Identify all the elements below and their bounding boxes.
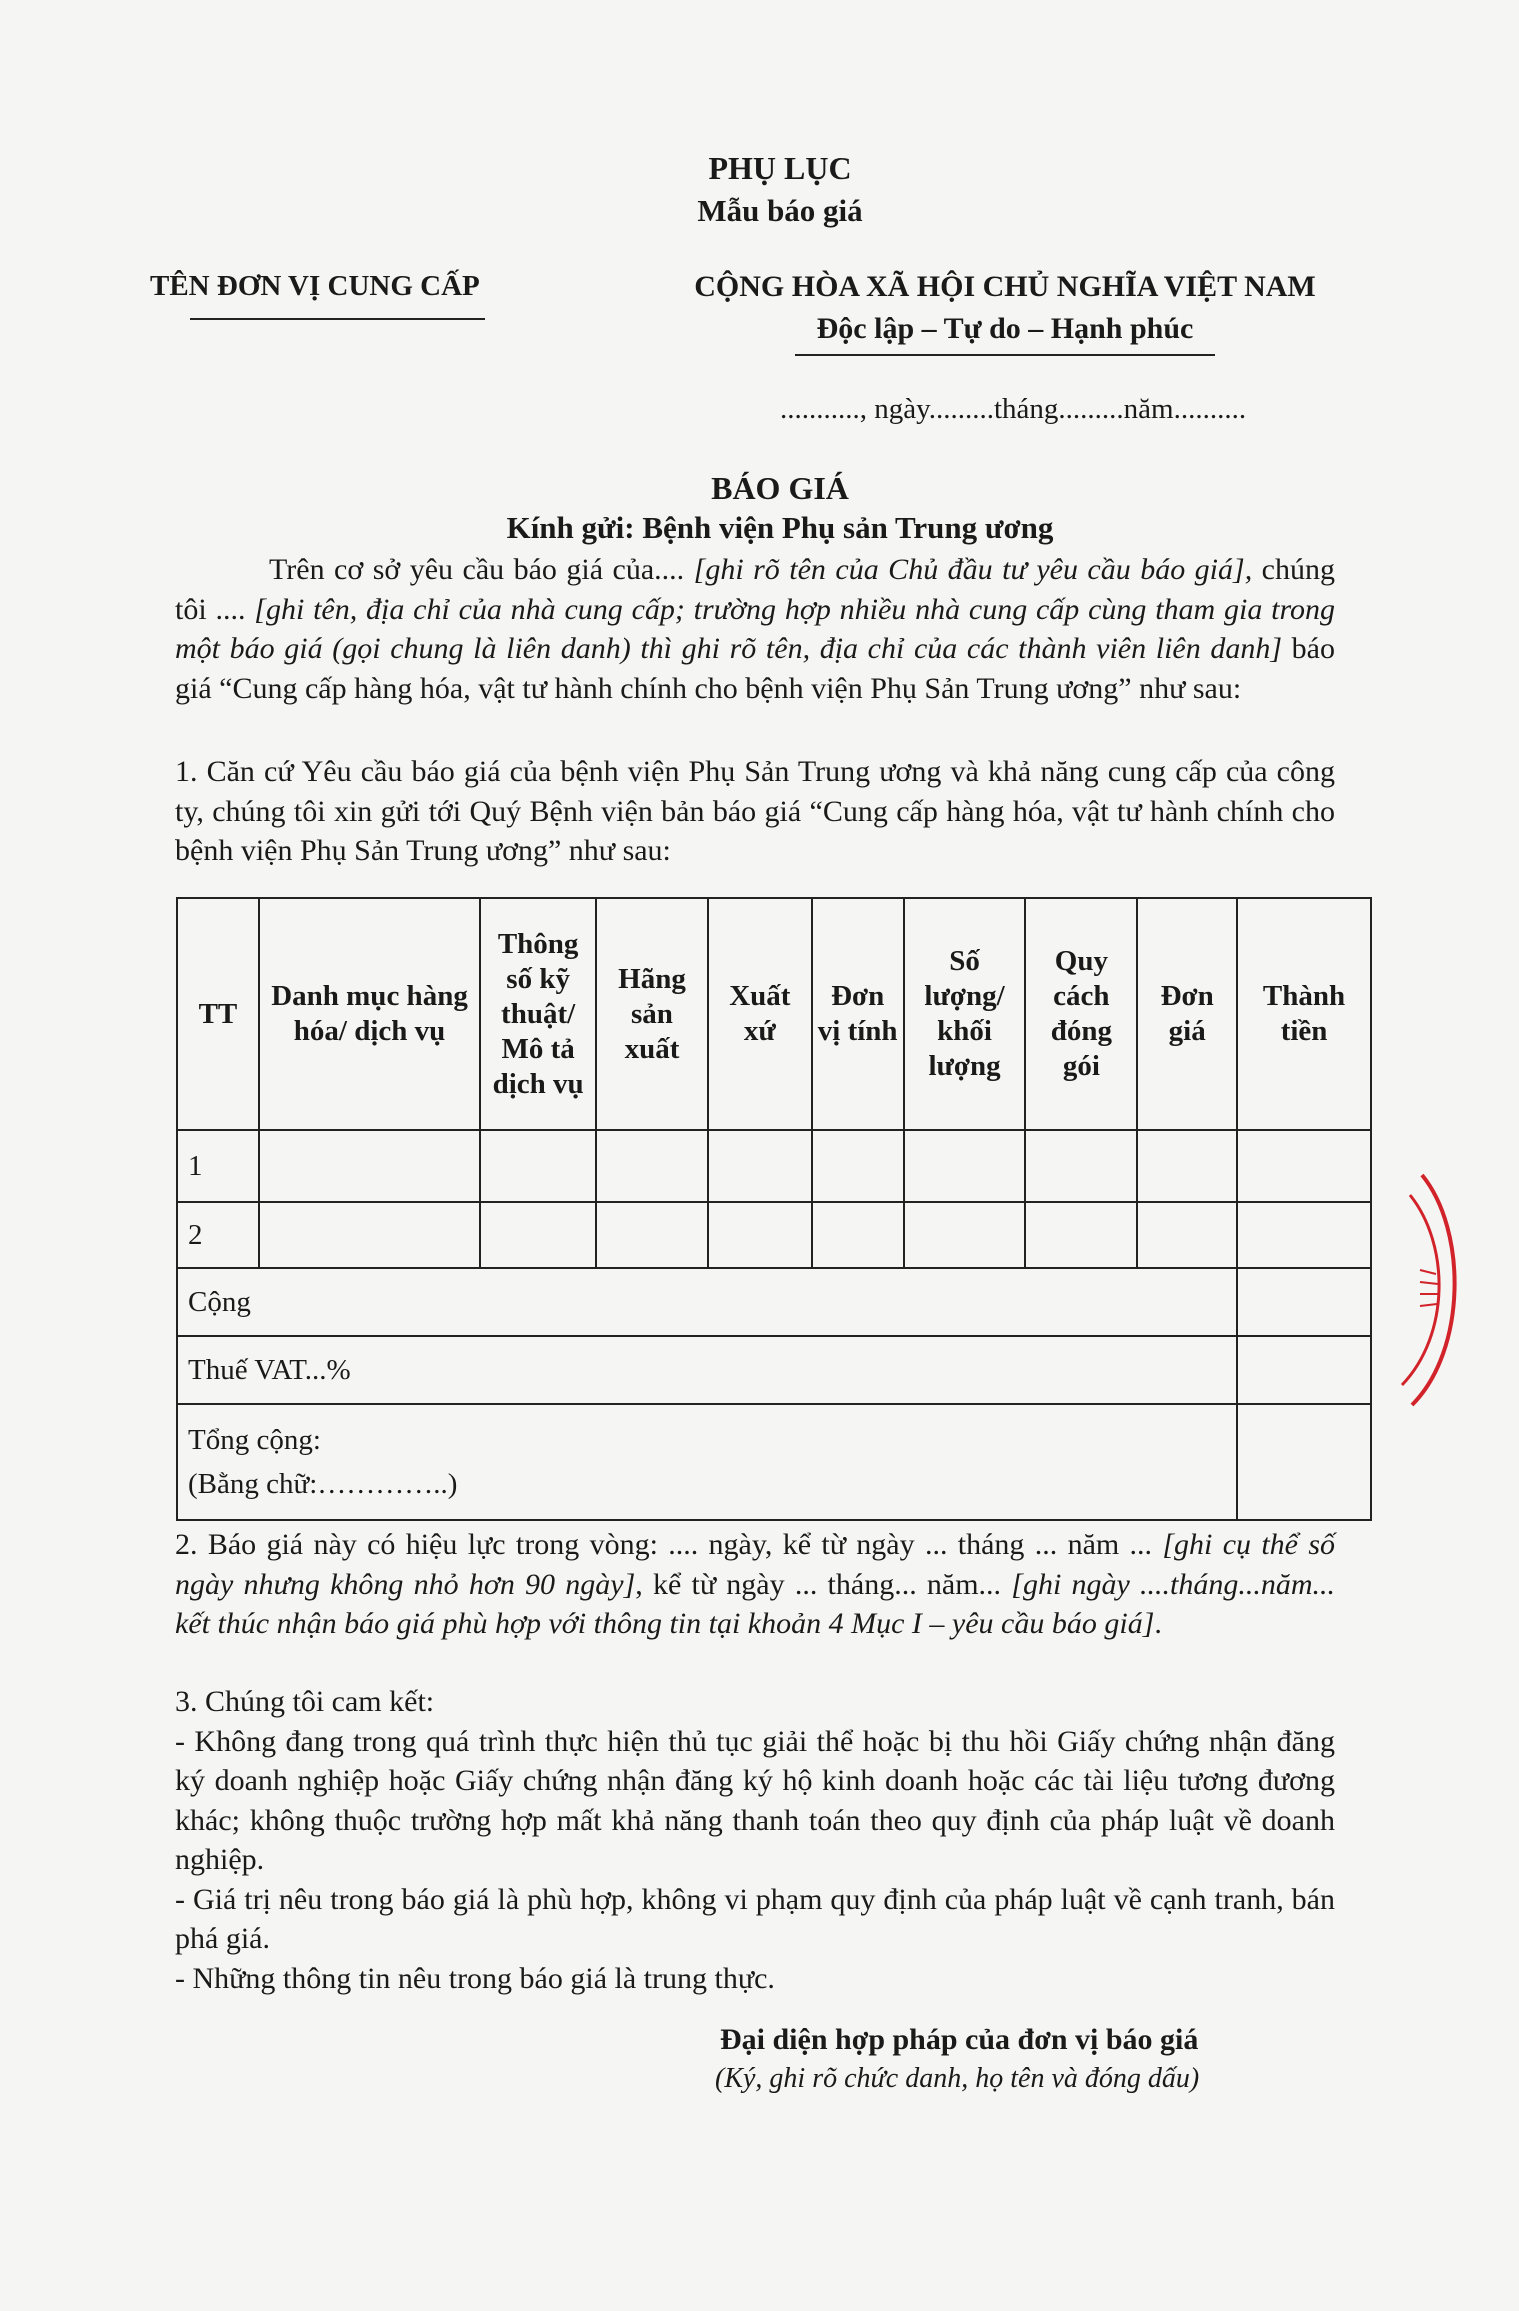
validity-placeholder-2: [ghi ngày ....tháng...năm... kết thúc nhận báo giá phù hợp với thông tin tại khoản 4 Mục I – yêu cầu báo giá] <box>175 1567 1336 1640</box>
header-item: Danh mục hàng hóa/ dịch vụ <box>259 898 480 1130</box>
vat-value <box>1237 1336 1371 1404</box>
cell-item <box>259 1202 480 1268</box>
cell-spec <box>480 1130 596 1202</box>
quote-table <box>176 897 1372 1521</box>
intro-text-1: Trên cơ sở yêu cầu báo giá của.... <box>269 553 694 586</box>
supplier-name: TÊN ĐƠN VỊ CUNG CẤP <box>150 270 480 302</box>
commitment-3: - Những thông tin nêu trong báo giá là trung thực. <box>175 1961 775 1995</box>
grand-total-label: Tổng cộng: <box>188 1424 321 1456</box>
header-tt: TT <box>177 898 259 1130</box>
signer-note: (Ký, ghi rõ chức danh, họ tên và đóng dấu) <box>715 2063 1200 2094</box>
cell-maker <box>596 1130 708 1202</box>
motto-underline <box>795 354 1215 356</box>
cell-origin <box>708 1202 812 1268</box>
cell-maker <box>596 1202 708 1268</box>
cell-spec <box>480 1202 596 1268</box>
document-title: BÁO GIÁ <box>711 470 849 506</box>
validity-text-1: 2. Báo giá này có hiệu lực trong vòng: .... ngày, kể từ ngày ... tháng ... năm ... <box>175 1528 1163 1561</box>
intro-text-2: chúng tôi .... <box>175 553 1335 626</box>
cell-origin <box>708 1130 812 1202</box>
supplier-underline <box>190 318 485 320</box>
header-spec: Thông số kỹ thuật/ Mô tả dịch vụ <box>480 898 596 1130</box>
sum-label: Cộng <box>177 1268 1237 1336</box>
table-row <box>177 1202 1371 1268</box>
sum-row <box>177 1268 1371 1336</box>
nation-name: CỘNG HÒA XÃ HỘI CHỦ NGHĨA VIỆT NAM <box>694 270 1316 303</box>
header-maker: Hãng sản xuất <box>596 898 708 1130</box>
cell-unit <box>812 1130 904 1202</box>
red-stamp-fragment <box>1392 1170 1472 1410</box>
intro-placeholder-2: [ghi tên, địa chỉ của nhà cung cấp; trường hợp nhiều nhà cung cấp cùng tham gia trong một báo giá (gọi chung là liên danh) thì ghi rõ tên, địa chỉ của các thành viên liên danh] <box>175 592 1336 665</box>
sum-value <box>1237 1268 1371 1336</box>
cell-price <box>1137 1130 1237 1202</box>
header-qty: Số lượng/ khối lượng <box>904 898 1026 1130</box>
table-header-row <box>177 898 1371 1130</box>
commitment-2: - Giá trị nêu trong báo giá là phù hợp, không vi phạm quy định của pháp luật về cạnh tranh, bán phá giá. <box>175 1882 1335 1955</box>
cell-qty <box>904 1202 1026 1268</box>
cell-unit <box>812 1202 904 1268</box>
vat-row <box>177 1336 1371 1404</box>
vat-label: Thuế VAT...% <box>177 1336 1237 1404</box>
row-number: 1 <box>177 1130 259 1202</box>
recipient-line: Kính gửi: Bệnh viện Phụ sản Trung ương <box>506 510 1054 545</box>
motto: Độc lập – Tự do – Hạnh phúc <box>816 312 1194 345</box>
appendix-title: PHỤ LỤC <box>708 150 852 186</box>
intro-paragraph <box>175 550 1335 708</box>
validity-text-2: , kể từ ngày ... tháng... năm... <box>635 1567 1012 1601</box>
header-origin: Xuất xứ <box>708 898 812 1130</box>
commitment-1: - Không đang trong quá trình thực hiện thủ tục giải thể hoặc bị thu hồi Giấy chứng nhận đăng ký doanh nghiệp hoặc Giấy chứng nhận đăng ký hộ kinh doanh hoặc các tài liệu tương đương khác; không thuộc trường hợp mất khả năng thanh toán theo quy định của pháp luật về doanh nghiệp. <box>175 1724 1335 1876</box>
header-pack: Quy cách đóng gói <box>1025 898 1137 1130</box>
grand-total-value <box>1237 1404 1371 1520</box>
item-3-commitments <box>175 1682 1335 1998</box>
table-row <box>177 1130 1371 1202</box>
validity-text-3: . <box>1154 1607 1162 1640</box>
intro-text-3: báo giá “Cung cấp hàng hóa, vật tư hành chính cho bệnh viện Phụ Sản Trung ương” như sau: <box>175 632 1335 705</box>
amount-in-words: (Bằng chữ:…………..) <box>188 1468 458 1500</box>
validity-placeholder-1: [ghi cụ thể số ngày nhưng không nhỏ hơn 90 ngày] <box>175 1528 1335 1601</box>
cell-pack <box>1025 1202 1137 1268</box>
cell-total <box>1237 1130 1371 1202</box>
item-1-paragraph: 1. Căn cứ Yêu cầu báo giá của bệnh viện Phụ Sản Trung ương và khả năng cung cấp của công ty, chúng tôi xin gửi tới Quý Bệnh viện bản báo giá “Cung cấp hàng hóa, vật tư hành chính cho bệnh viện Phụ Sản Trung ương” như sau: <box>175 755 1335 867</box>
commitment-heading: 3. Chúng tôi cam kết: <box>175 1685 435 1718</box>
header-price: Đơn giá <box>1137 898 1237 1130</box>
grand-total-row <box>177 1404 1371 1520</box>
intro-placeholder-1: [ghi rõ tên của Chủ đầu tư yêu cầu báo giá], <box>693 553 1253 586</box>
header-total: Thành tiền <box>1237 898 1371 1130</box>
cell-qty <box>904 1130 1026 1202</box>
cell-pack <box>1025 1130 1137 1202</box>
grand-total-cell <box>177 1404 1237 1520</box>
cell-item <box>259 1130 480 1202</box>
appendix-subtitle: Mẫu báo giá <box>697 193 863 228</box>
header-unit: Đơn vị tính <box>812 898 904 1130</box>
cell-total <box>1237 1202 1371 1268</box>
cell-price <box>1137 1202 1237 1268</box>
item-2-paragraph <box>175 1525 1335 1644</box>
row-number: 2 <box>177 1202 259 1268</box>
date-line: ..........., ngày.........tháng.........năm.......... <box>780 393 1247 425</box>
signer-title: Đại diện hợp pháp của đơn vị báo giá <box>720 2023 1199 2056</box>
